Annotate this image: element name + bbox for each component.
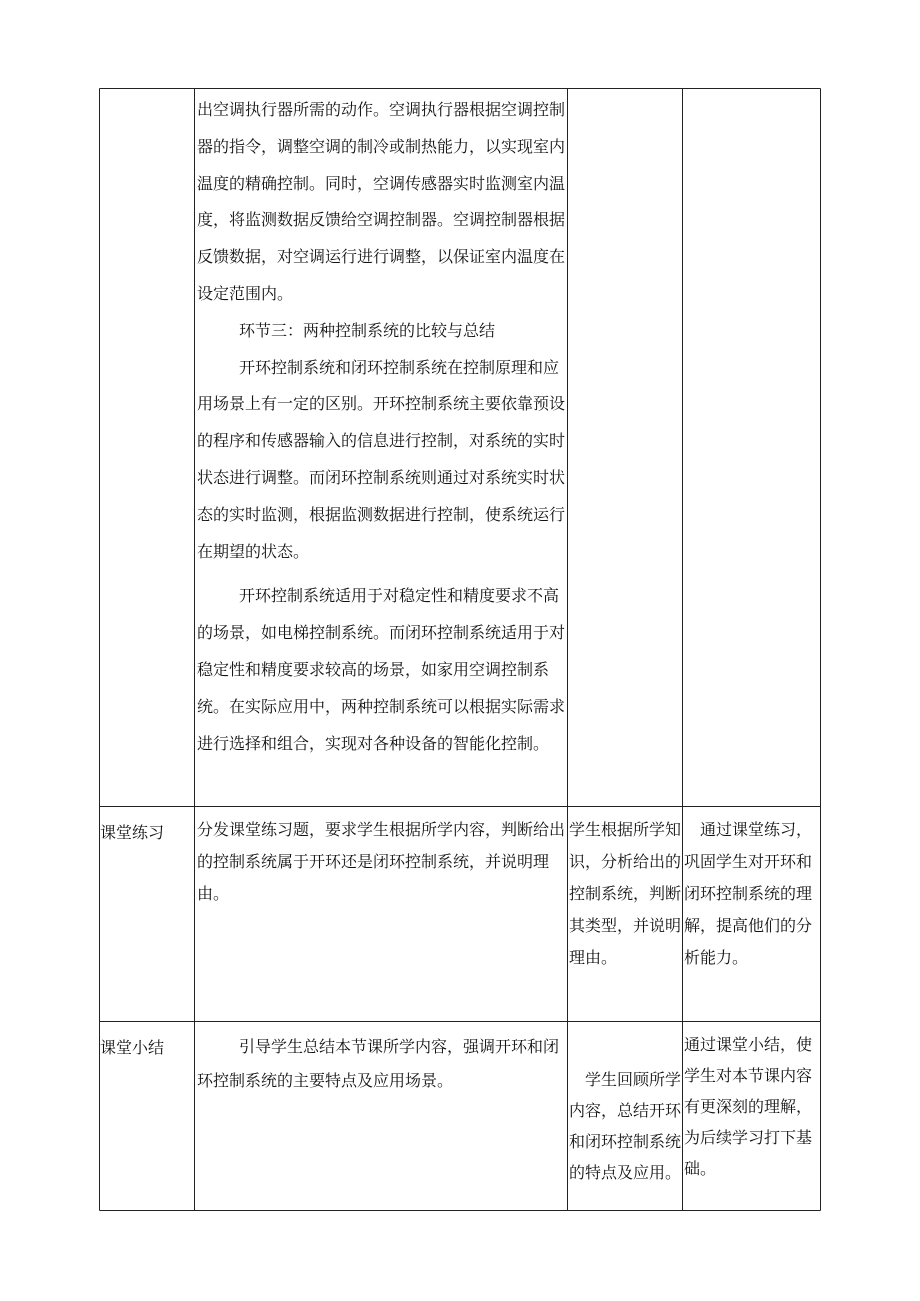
- summary-teacher-activity: 引导学生总结本节课所学内容，强调开环和闭环控制系统的主要特点及应用场景。: [197, 1037, 560, 1090]
- paragraph-comparison: 开环控制系统和闭环控制系统在控制原理和应用场景上有一定的区别。开环控制系统主要依靠预设的程序和传感器输入的信息进行控制，对系统的实时状态进行调整。而闭环控制系统则通过对系统实时状态的实时监测，根据监测数据进行控制，使系统运行在期望的状态。: [197, 357, 566, 561]
- practice-student-activity: 学生根据所学知识，分析给出的控制系统，判断其类型，并说明理由。: [569, 820, 682, 967]
- paragraph-applications: 开环控制系统适用于对稳定性和精度要求不高的场景，如电梯控制系统。而闭环控制系统适用于对稳定性和精度要求较高的场景，如家用空调控制系统。在实际应用中，两种控制系统可以根据实际需求进行选择和组合，实现对各种设备的智能化控制。: [197, 586, 566, 753]
- row-label-summary: 课堂小结: [100, 1038, 165, 1057]
- practice-design-purpose: 通过课堂练习，巩固学生对开环和闭环控制系统的理解，提高他们的分析能力。: [684, 820, 813, 967]
- summary-student-activity: 学生回顾所学内容，总结开环和闭环控制系统的特点及应用。: [569, 1070, 682, 1182]
- section-heading-three: 环节三：两种控制系统的比较与总结: [239, 320, 496, 340]
- summary-design-purpose: 通过课堂小结，使学生对本节课内容有更深刻的理解，为后续学习打下基础。: [684, 1035, 813, 1178]
- paragraph-ac-control: 出空调执行器所需的动作。空调执行器根据空调控制器的指令，调整空调的制冷或制热能力，以实现室内温度的精确控制。同时，空调传感器实时监测室内温度，将监测数据反馈给空调控制器。空调控制器根据反馈数据，对空调运行进行调整，以保证室内温度在设定范围内。: [197, 100, 566, 303]
- row-label-practice: 课堂练习: [100, 823, 165, 842]
- practice-teacher-activity: 分发课堂练习题，要求学生根据所学内容，判断给出的控制系统属于开环还是闭环控制系统，并说明理由。: [197, 820, 566, 903]
- teaching-content-cell: [197, 92, 565, 762]
